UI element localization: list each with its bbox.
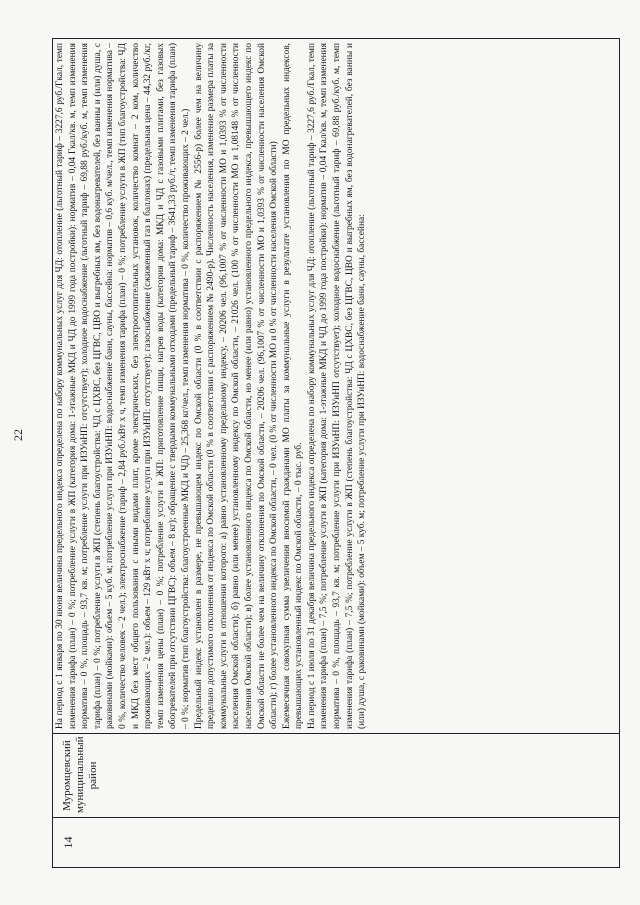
table-row — [52, 38, 620, 868]
paragraph-monthly-sum: Ежемесячная совокупная сумма увеличения вносимой гражданами МО платы за коммунальные услуги в результате установления по МО предельных индексов, превышающих установленный индекс по Омской области, – 0 тыс. руб. — [281, 43, 305, 729]
district-cell — [53, 733, 619, 817]
row-number: 14 — [61, 836, 75, 849]
district-name: Муромцевский муниципальный район — [61, 736, 99, 813]
paragraph-second-half-year: На период с 1 июля по 31 декабря величина предельного индекса определена по набору коммунальных услуг для ЧД: отопление (льготный тариф – 3227,6 руб./Гкал, темп изменения тарифа (план) – 7,5 %; потребление услуги в ЖП (категория дома: 1-этажные МКД и ЧД до 1999 года постройки): норматив – 0,04 Гкал/кв. м, темп изменения норматива – 0 %, площадь – 93,7 кв. м; потребление услуги при ИЗУиНП: ИЗУиНП отсутствует); холодное водоснабжение (льготный тариф – 69,88 руб./куб. м, темп изменения тарифа (план) – 7,5 %; потребление услуги в ЖП (степень благоустройства: ЧД с ЦХВС, без ЦГВС, ЦВО и выгребных ям, без водонагревателей, без ванны и (или) душа, с раковинами (мойками): объем – 5 куб. м; потребление услуги при ИЗУиНП: водоснабжение бани, сауны, бассейна: — [306, 43, 368, 729]
page-number: 22 — [11, 429, 25, 441]
paragraph-first-half-year: На период с 1 января по 30 июня величина предельного индекса определена по набору коммунальных услуг для ЧД: отопление (льготный тариф – 3227,6 руб./Гкал, темп изменения тарифа (план) – 0 %; потребление услуги в ЖП (категория дома: 1-этажные МКД и ЧД до 1999 года постройки): норматив – 0,04 Гкал/кв. м, темп изменения норматива – 0 %, площадь – 93,7 кв. м; потребление услуги при ИЗУиНП: отсутствует); холодное водоснабжение (льготный тариф – 69,88 руб./куб. м, темп изменения тарифа (план) – 0 %; потребление услуги в ЖП (степень благоустройства: ЧД с ЦХВС, без ЦГВС, ЦВО и выгребных ям, без водонагревателей, без ванны и (или) душа, с раковинами (мойками): объем – 5 куб. м; потребление услуги при ИЗУиНП: водоснабжение бани, сауны, бассейна: норматив – 0,6 куб. м/чел., темп изменения норматива – 0 %, количество человек – 2 чел.); электроснабжение (тариф – 2,84 руб./кВт х ч, темп изменения тарифа (план) – 0 %; потребление услуги в ЖП (тип благоустройства: ЧД и МКД без мест общего пользования с иными видами плит, кроме электрических, без электроотопительных установок, количество комнат – 2 ком, количество проживающих – 2 чел.): объем – 129 кВт х ч; потребление услуги при ИЗУиНП: отсутствует); газоснабжение (сжиженный газ в баллонах) (предельная цена – 44,32 руб./кг, темп изменения цены (план) – 0 %; потребление услуги в ЖП: приготовление пищи, нагрев воды (категория дома: МКД и ЧД с газовыми плитами, без газовых обогревателей при отсутствии ЦГВС): объем – 8 кг); обращение с твердыми коммунальными отходами (предельный тариф – 3641,33 руб./т, темп изменения тарифа (план) – 0 %; норматив (тип благоустройства: благоустроенные МКД и ЧД) – 25,368 кг/чел., темп изменения норматива – 0 %, количество проживающих – 2 чел.) — [55, 43, 191, 729]
description-cell — [53, 39, 619, 733]
paragraph-limit-index: Предельный индекс установлен в размере, не превышающем индекс по Омской области (0 % в соответствии с распоряжением № 2556-р) более чем на величину предельно допустимого отклонения от индекса по Омской области (0 % в соответствии с распоряжением № 2490-р). Численность населения, изменение размера платы за коммунальные услуги в отношении которого: а) равно установленному предельному индексу, – 20206 чел. (96,1007 % от численности МО и 1,0393 % от численности населения Омской области); б) равно (или менее) установленному индексу по Омской области, – 21026 чел. (100 % от численности МО и 1,08148 % от численности населения Омской области); в) более установленного индекса по Омской области, но менее (или равно) установленного предельного индекса, превышающего индекс по Омской области не более чем на величину отклонения по Омской области, – 20206 чел. (96,1007 % от численности МО и 1,0393 % от численности населения Омской области); г) более установленного индекса по Омской области, – 0 чел. (0 % от численности МО и 0 % от численности населения Омской области) — [193, 43, 280, 729]
row-number-cell — [53, 817, 619, 867]
